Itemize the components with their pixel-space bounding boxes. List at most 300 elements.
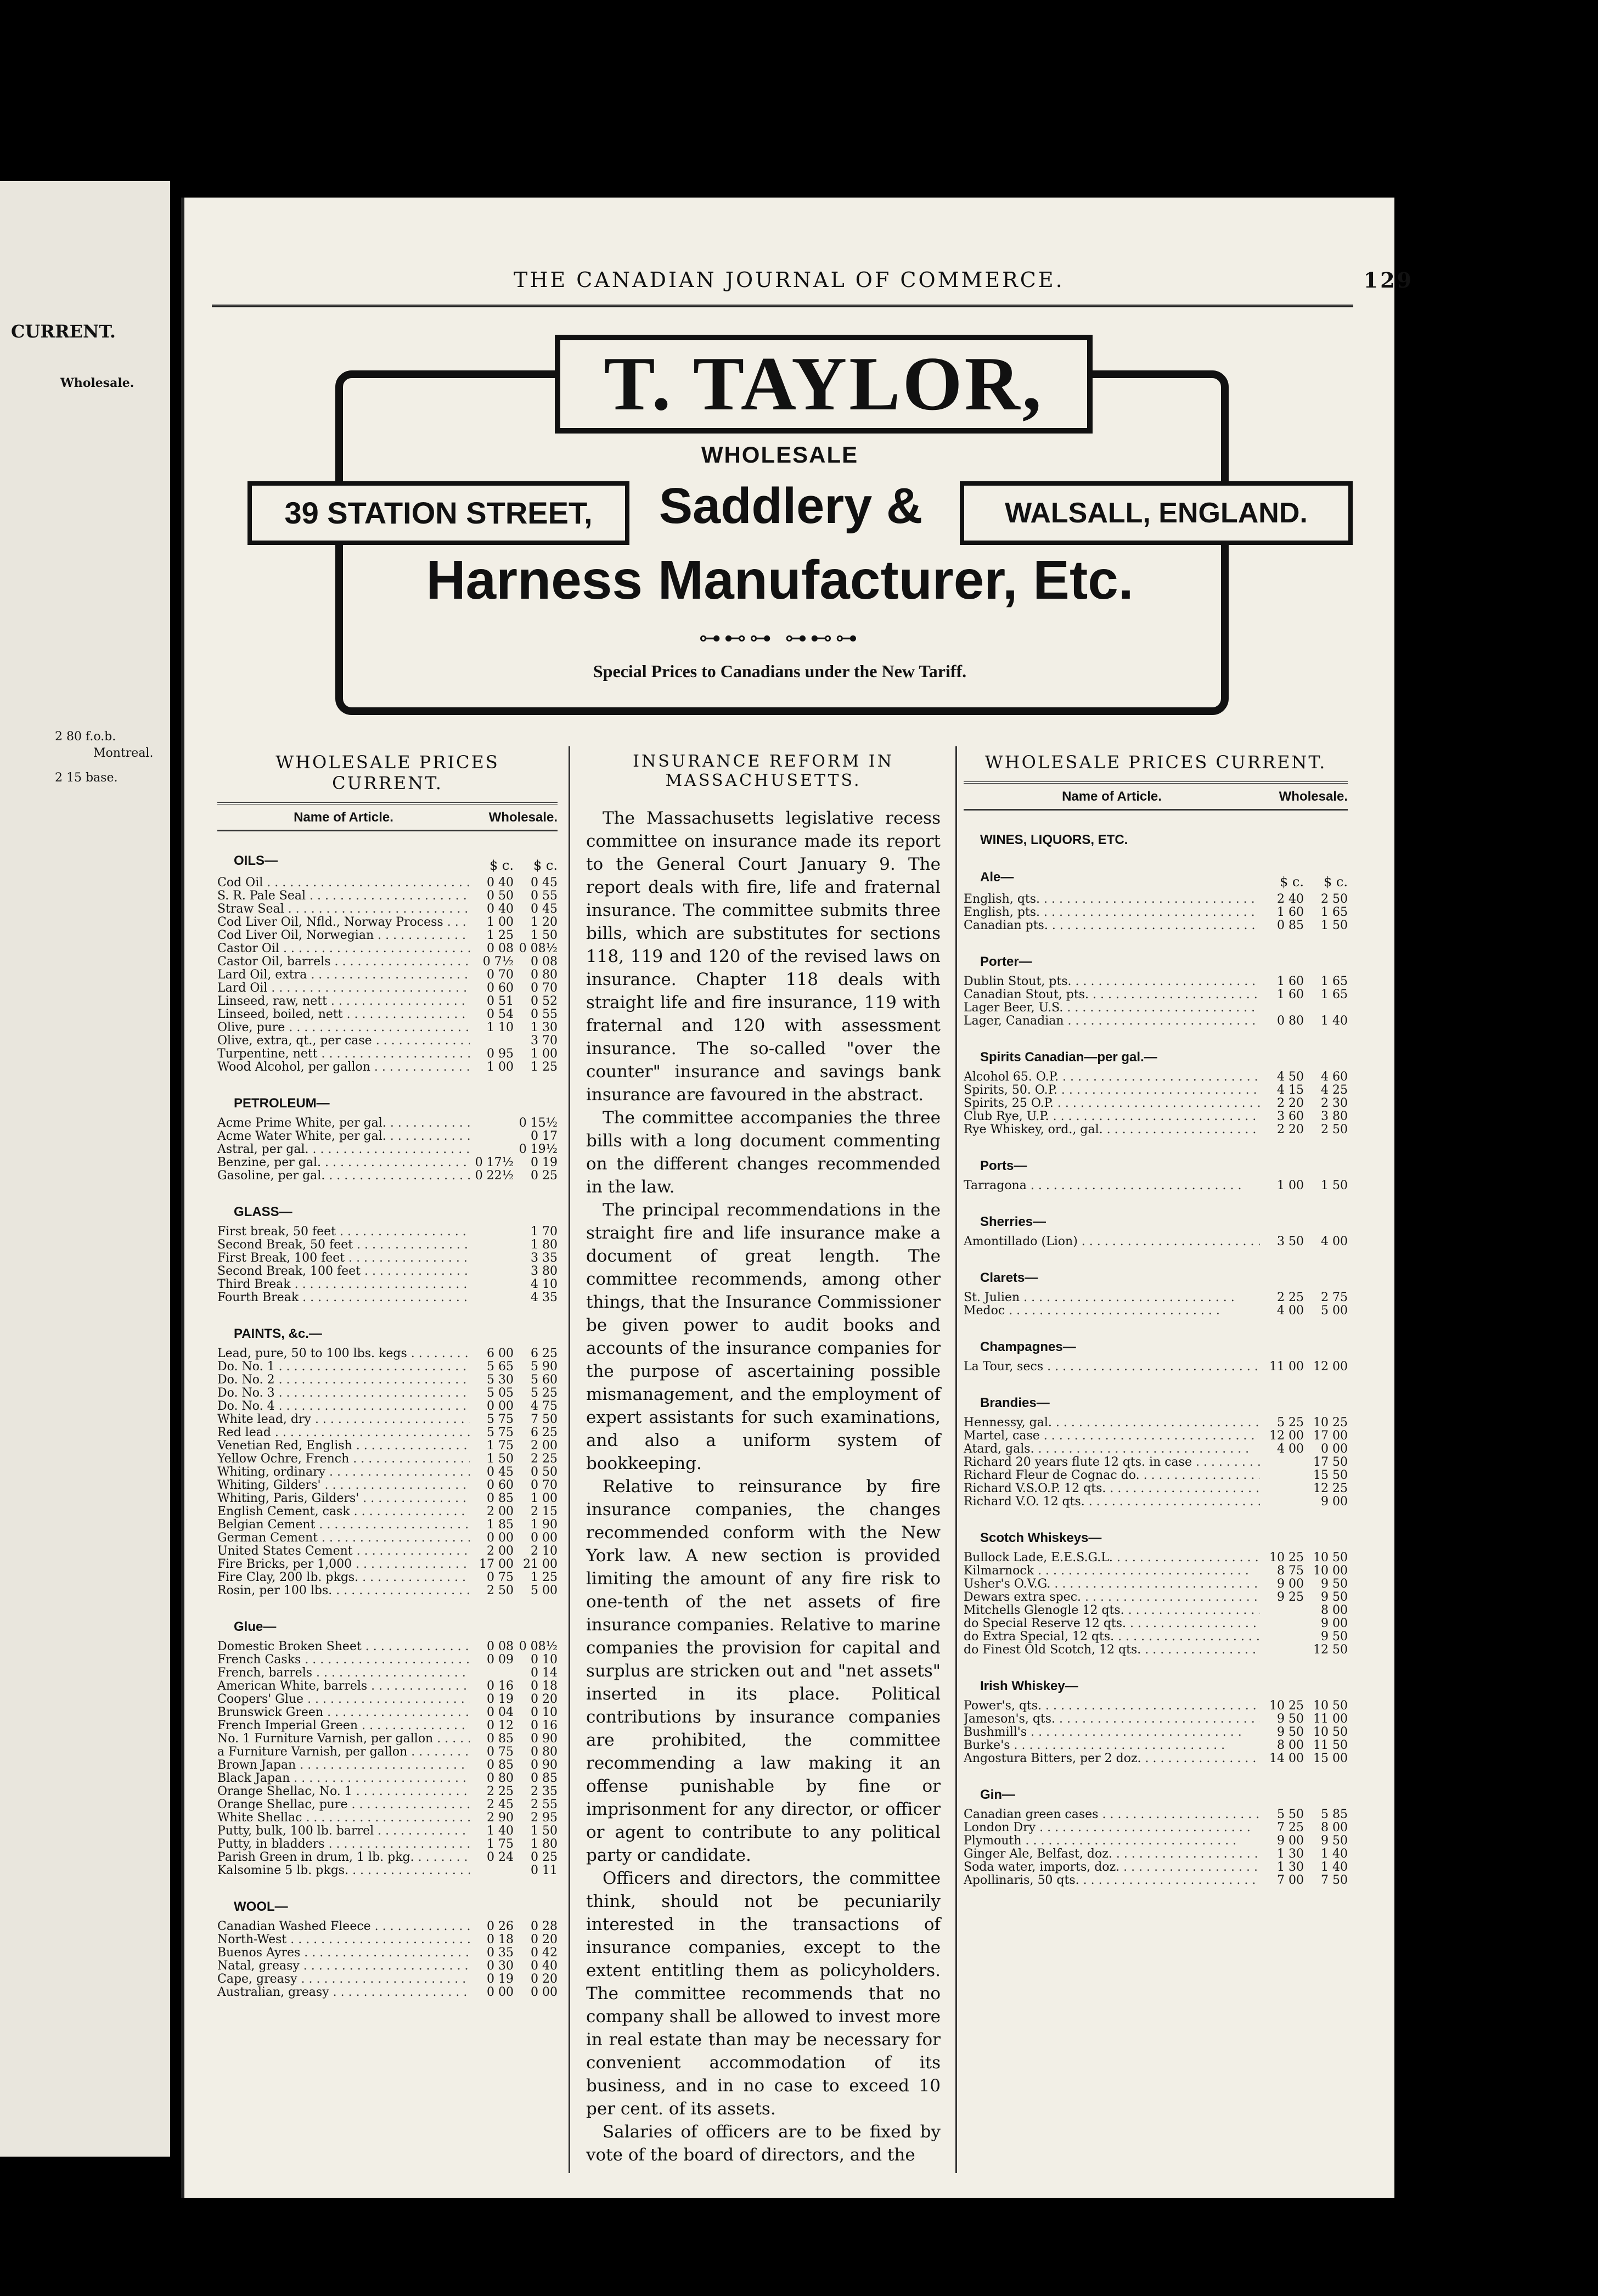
price-high: 10 25 [1313,1416,1348,1430]
article-name: Astral, per gal. . . . [217,1143,470,1156]
price-high: 2 50 [1321,892,1348,906]
article-name: Lead, pure, 50 to 100 lbs. kegs . . . [217,1347,470,1360]
price-high: 0 10 [531,1706,558,1719]
article-name: Whiting, ordinary . . . [217,1466,470,1479]
price-low [1260,1469,1304,1482]
price-low: 0 19 [487,1972,514,1986]
table-row [964,1360,1348,1374]
article-name: a Furniture Varnish, per gallon . . . [217,1746,470,1759]
article-name: Olive, pure . . . [217,1021,470,1034]
price-low: 0 09 [487,1653,514,1667]
price-low: 7 25 [1277,1821,1304,1834]
price-high: 12 50 [1313,1643,1348,1657]
price-high: 1 50 [1321,1179,1348,1192]
price-high: 2 30 [1321,1096,1348,1110]
price-low: 0 80 [487,1771,514,1785]
article-name: Richard 20 years flute 12 qts. in case . . . [964,1456,1260,1469]
price-high: 0 45 [531,902,558,916]
price-low: 0 12 [487,1719,514,1732]
price-low: 0 54 [487,1008,514,1021]
ad-trade-2: Harness Manufacturer, Etc. [426,549,1134,611]
price-high: 1 90 [531,1518,558,1532]
table-row [964,1726,1348,1739]
journal-page [181,198,1414,2198]
table-row [217,1973,558,1986]
table-row [964,1430,1348,1443]
article-name: United States Cement . . . [217,1545,470,1558]
column-heading: WHOLESALE PRICES CURRENT. [217,741,558,804]
table-row [964,1565,1348,1578]
price-high: 1 65 [1321,905,1348,919]
price-high: 2 95 [531,1811,558,1825]
price-high: 0 80 [531,968,558,982]
article-name: English, qts. . . . [964,893,1260,906]
price-low: 1 25 [487,928,514,942]
price-high: 0 70 [531,1478,558,1492]
price-high: 9 50 [1321,1577,1348,1591]
price-low [1260,1495,1304,1509]
price-high: 5 60 [531,1373,558,1387]
section-title: GLASS— [234,1205,292,1219]
table-row [217,1851,558,1864]
price-high: 0 17 [531,1129,558,1143]
price-high: 1 80 [531,1238,558,1252]
price-low: 2 20 [1277,1123,1304,1136]
price-low: 0 08 [487,942,514,955]
table-header [964,784,1348,811]
unit-label: $ c. [1324,874,1348,890]
table-row [217,1532,558,1545]
price-low [1260,1630,1304,1644]
table-row [964,1808,1348,1821]
price-low [1260,1456,1304,1469]
article-name: Linseed, raw, nett . . . [217,995,470,1008]
page-number: 129 [1363,268,1414,292]
table-row [217,1920,558,1933]
table-row [217,1518,558,1532]
table-row [217,1225,558,1239]
price-low: 2 90 [487,1811,514,1825]
article-name: Canadian pts. . . . [964,919,1260,932]
price-low: 4 50 [1277,1070,1304,1084]
table-row [217,1838,558,1851]
price-low: 0 45 [487,1465,514,1479]
article-paragraph: Relative to reinsurance by fire insurance companies, the changes recommended conform with the New York law. A new section is provided limiting the amount of any fire risk to one-tenth of the net assets of fire insurance companies. Relative to marine companies the provision for capital and surplus are stricken out and "net assets" inserted in its place. Political contributions by insurance companies are prohibited, the committee recommending a law making it an offense punishable by fine or imprisonment for any director, or officer or agent to contribute to any political party or candidate. [586,1477,941,1865]
article-name: English Cement, cask . . . [217,1505,470,1518]
article-name: Kilmarnock . . . [964,1565,1260,1578]
article-name: Dublin Stout, pts. . . . [964,975,1260,988]
article-name: Ginger Ale, Belfast, doz. . . . [964,1848,1260,1861]
price-high: 3 35 [531,1251,558,1265]
article-name: Jameson's, qts. . . . [964,1713,1260,1726]
price-high: 1 80 [531,1837,558,1851]
table-row [964,1097,1348,1110]
article-body [579,807,947,2166]
price-high: 1 50 [1321,919,1348,932]
article-name: Cod Oil . . . [217,876,470,890]
price-high: 7 50 [531,1413,558,1426]
article-name: German Cement . . . [217,1532,470,1545]
table-row [217,1864,558,1877]
left-page-fragment-3: 2 15 base. [55,771,118,785]
section-title: Scotch Whiskeys— [980,1530,1102,1545]
price-high: 4 00 [1321,1235,1348,1248]
article-name: Coopers' Glue . . . [217,1693,470,1706]
article-name: Canadian green cases . . . [964,1808,1260,1821]
price-low: 0 85 [487,1758,514,1772]
price-high: 6 25 [531,1347,558,1360]
table-row [217,1719,558,1732]
unit-label: $ c. [489,858,514,873]
price-low: 4 15 [1277,1083,1304,1097]
article-name: S. R. Pale Seal . . . [217,890,470,903]
price-low: 0 00 [487,1985,514,1999]
price-low: 5 05 [487,1386,514,1400]
article-name: Cod Liver Oil, Norwegian . . . [217,929,470,942]
article-name: Richard Fleur de Cognac do. . . . [964,1469,1260,1482]
article-name: Do. No. 2 . . . [217,1374,470,1387]
price-low: 0 00 [487,1399,514,1413]
price-high: 8 00 [1321,1821,1348,1834]
table-row [217,1278,558,1291]
table-row [217,1143,558,1156]
price-high: 15 00 [1313,1752,1348,1765]
price-high: 1 00 [531,1492,558,1505]
article-name: Acme Water White, per gal. . . . [217,1130,470,1143]
price-low: 0 7½ [482,955,514,969]
article-name: First break, 50 feet . . . [217,1225,470,1239]
section-title: Porter— [980,954,1032,969]
table-row [217,1291,558,1304]
price-high: 17 00 [1313,1429,1348,1443]
price-high: 1 30 [531,1021,558,1034]
article-name: Wood Alcohol, per gallon . . . [217,1061,470,1074]
price-low [470,1117,514,1130]
article-name: French, barrels . . . [217,1667,470,1680]
wholesale-label: Wholesale. [1279,789,1348,804]
section-title: OILS— [234,853,278,868]
article-name: Apollinaris, 50 qts. . . . [964,1874,1260,1887]
price-low: 9 25 [1277,1590,1304,1604]
section-title: Brandies— [980,1395,1050,1410]
price-high: 1 20 [531,915,558,929]
article-name: Australian, greasy . . . [217,1986,470,1999]
price-high: 9 00 [1321,1617,1348,1630]
table-row [964,1071,1348,1084]
article-name: London Dry . . . [964,1821,1260,1834]
price-low: 1 60 [1277,988,1304,1001]
table-row [217,1374,558,1387]
price-low: 7 00 [1277,1873,1304,1887]
price-low: 0 51 [487,994,514,1008]
article-name: Power's, qts. . . . [964,1700,1260,1713]
article-name: Martel, case . . . [964,1430,1260,1443]
price-high: 2 55 [531,1798,558,1811]
article-name: Third Break . . . [217,1278,470,1291]
table-row [217,1571,558,1584]
price-high: 0 19½ [519,1143,558,1156]
price-high: 1 65 [1321,988,1348,1001]
price-low: 0 08 [487,1640,514,1653]
price-low: 2 00 [487,1544,514,1558]
price-low [1260,1617,1304,1630]
price-low: 0 30 [487,1959,514,1973]
price-high: 5 00 [531,1584,558,1597]
left-page-subheading: Wholesale. [60,376,134,390]
table-row [217,1492,558,1505]
price-high: 0 20 [531,1933,558,1946]
table-row [964,1834,1348,1848]
price-low: 6 00 [487,1347,514,1360]
price-high: 0 50 [531,1465,558,1479]
article-name: Venetian Red, English . . . [217,1439,470,1453]
table-row [964,1291,1348,1304]
table-row [217,1466,558,1479]
table-row [217,1048,558,1061]
table-row [964,1874,1348,1887]
prices-column-1 [217,741,558,1999]
article-name: Spirits, 50. O.P. . . . [964,1084,1260,1097]
price-high: 1 50 [531,1824,558,1838]
price-high: 5 00 [1321,1304,1348,1318]
section-title: PAINTS, &c.— [234,1326,322,1341]
column-divider [569,746,570,2173]
price-high: 0 85 [531,1771,558,1785]
price-low: 0 16 [487,1679,514,1693]
article-name: Benzine, per gal. . . . [217,1156,470,1169]
ad-special: Special Prices to Canadians under the New Tariff. [593,661,967,681]
price-low: 0 18 [487,1933,514,1946]
price-high: 10 50 [1313,1725,1348,1739]
table-row [964,1001,1348,1015]
price-low: 0 75 [487,1571,514,1584]
price-low: 1 00 [487,915,514,929]
table-row [217,1680,558,1693]
price-low: 0 00 [487,1531,514,1545]
article-name: White lead, dry . . . [217,1413,470,1426]
table-row [217,1798,558,1811]
category-title: WINES, LIQUORS, ETC. [980,832,1128,847]
price-low [1260,1482,1304,1495]
section-title: Gin— [980,1787,1015,1802]
article-name: Whiting, Gilders' . . . [217,1479,470,1492]
article-name: Rye Whiskey, ord., gal. . . . [964,1123,1260,1136]
price-low: 8 75 [1277,1564,1304,1578]
article-name: Castor Oil, barrels . . . [217,955,470,969]
table-row [217,1960,558,1973]
table-row [964,988,1348,1001]
price-low: 1 00 [1277,1179,1304,1192]
price-high: 5 85 [1321,1808,1348,1821]
price-low: 1 60 [1277,905,1304,919]
ad-town: WALSALL, ENGLAND. [960,481,1353,545]
table-row [217,1693,558,1706]
price-high: 9 50 [1321,1630,1348,1644]
price-low [470,1864,514,1877]
price-low [470,1667,514,1680]
table-row [217,916,558,929]
table-row [964,1495,1348,1509]
article-paragraph: The principal recommendations in the straight fire and life insurance make a document of great length. The committee recommends, among other things, that the Insurance Commissioner be given power to audit books and accounts of the insurance companies for the purpose of ascertaining possible mismanagement, and the employment of expert assistants for such examinations, and also a uniform system of bookkeeping. [586,1200,941,1473]
price-low: 3 60 [1277,1110,1304,1123]
table-row [964,1482,1348,1495]
price-high: 0 18 [531,1679,558,1693]
price-high: 0 11 [531,1864,558,1877]
table-row [964,906,1348,919]
price-low [470,1143,514,1156]
table-row [964,1700,1348,1713]
table-row [964,919,1348,932]
article-name: French Casks . . . [217,1653,470,1667]
table-row [964,975,1348,988]
price-low: 3 50 [1277,1235,1304,1248]
table-row [964,1604,1348,1617]
price-low: 5 65 [487,1360,514,1374]
table-row [217,1785,558,1798]
article-name: Brunswick Green . . . [217,1706,470,1719]
table-row [217,1825,558,1838]
price-high: 7 50 [1321,1873,1348,1887]
section-title: Irish Whiskey— [980,1679,1078,1693]
price-low: 14 00 [1269,1752,1304,1765]
price-low: 11 00 [1269,1360,1304,1374]
column-divider [955,746,957,2173]
price-high: 1 70 [531,1225,558,1239]
article-name: Medoc . . . [964,1304,1260,1318]
section-title: Spirits Canadian—per gal.— [980,1050,1157,1065]
table-row [217,1759,558,1772]
article-name: Black Japan . . . [217,1772,470,1785]
table-row [217,1505,558,1518]
article-name: Castor Oil . . . [217,942,470,955]
article-name: do Special Reserve 12 qts. . . . [964,1617,1260,1630]
table-row [217,1545,558,1558]
price-low: 0 40 [487,902,514,916]
article-name: American White, barrels . . . [217,1680,470,1693]
price-low: 4 00 [1277,1442,1304,1456]
section-title: Ale— [980,870,1014,885]
price-low [470,1278,514,1291]
price-low: 17 00 [479,1557,514,1571]
header-rule [212,305,1353,307]
price-low: 1 75 [487,1439,514,1453]
article-name: Parish Green in drum, 1 lb. pkg. . . . [217,1851,470,1864]
table-row [964,1443,1348,1456]
article-name: Do. No. 3 . . . [217,1387,470,1400]
price-low: 2 50 [487,1584,514,1597]
article-name: Hennessy, gal. . . . [964,1416,1260,1430]
article-name: Canadian Washed Fleece . . . [217,1920,470,1933]
price-low: 1 30 [1277,1860,1304,1874]
article-name: Richard V.S.O.P. 12 qts. . . . [964,1482,1260,1495]
price-low: 9 00 [1277,1577,1304,1591]
price-high: 9 50 [1321,1590,1348,1604]
article-name: Club Rye, U.P. . . . [964,1110,1260,1123]
table-row [964,1861,1348,1874]
name-label: Name of Article. [1062,789,1162,804]
article-name: Fire Bricks, per 1,000 . . . [217,1558,470,1571]
units-row [964,874,1348,890]
article-name: Bushmill's . . . [964,1726,1260,1739]
article-name: Atard, gals. . . . [964,1443,1260,1456]
article-name: Richard V.O. 12 qts. . . . [964,1495,1260,1509]
table-row [964,1644,1348,1657]
price-low: 1 50 [487,1452,514,1466]
table-row [217,1479,558,1492]
price-low: 0 19 [487,1692,514,1706]
article-name: Lager Beer, U.S. . . . [964,1001,1260,1015]
article-name: Yellow Ochre, French . . . [217,1453,470,1466]
table-row [217,1986,558,1999]
price-low: 5 30 [487,1373,514,1387]
table-row [217,1117,558,1130]
article-name: Orange Shellac, No. 1 . . . [217,1785,470,1798]
price-low [470,1252,514,1265]
article-name: Alcohol 65. O.P. . . . [964,1071,1260,1084]
article-name: Putty, bulk, 100 lb. barrel . . . [217,1825,470,1838]
price-high: 0 20 [531,1972,558,1986]
price-low: 1 85 [487,1518,514,1532]
article-name: Cod Liver Oil, Nfld., Norway Process . . . [217,916,470,929]
journal-title: THE CANADIAN JOURNAL OF COMMERCE. [514,268,1065,292]
price-high: 2 25 [531,1452,558,1466]
price-high: 5 25 [531,1386,558,1400]
price-high: 10 50 [1313,1699,1348,1713]
price-high: 0 90 [531,1732,558,1746]
article-paragraph: The Massachusetts legislative recess committee on insurance made its report to the General Court January 9. The report deals with fire, life and fraternal insurance. The committee submits three bills, which are substitutes for sections 118, 119 and 120 of the revised laws on insurance. Chapter 118 deals with straight life and fire insurance, 119 with fraternal and 120 with assessment insurance. The so-called "over the counter" insurance and savings bank insurance are favoured in the abstract. [586,808,941,1105]
table-row [217,1439,558,1453]
price-low: 8 00 [1277,1738,1304,1752]
article-name: Whiting, Paris, Gilders' . . . [217,1492,470,1505]
article-column [579,741,947,2166]
price-high: 1 50 [531,928,558,942]
table-row [964,1123,1348,1136]
table-row [217,929,558,942]
price-low: 1 40 [487,1824,514,1838]
price-low: 0 24 [487,1850,514,1864]
article-name: Red lead . . . [217,1426,470,1439]
price-low: 5 75 [487,1426,514,1439]
price-high: 1 40 [1321,1860,1348,1874]
price-high: 0 00 [1321,1442,1348,1456]
table-row [217,1667,558,1680]
table-row [217,1453,558,1466]
article-name: Soda water, imports, doz. . . . [964,1861,1260,1874]
left-page-fragment-1: 2 80 f.o.b. [55,730,116,744]
section-title: Glue— [234,1619,277,1634]
article-name: do Finest Old Scotch, 12 qts. . . . [964,1644,1260,1657]
price-high: 0 52 [531,994,558,1008]
price-high: 10 00 [1313,1564,1348,1578]
price-high: 0 42 [531,1946,558,1960]
price-high: 0 25 [531,1169,558,1183]
table-row [217,1640,558,1653]
table-row [964,1591,1348,1604]
section-title: Ports— [980,1158,1027,1173]
price-high: 3 80 [1321,1110,1348,1123]
article-name: Do. No. 4 . . . [217,1400,470,1413]
table-row [217,1653,558,1667]
price-high: 9 00 [1321,1495,1348,1509]
price-low: 10 25 [1269,1699,1304,1713]
article-name: Lard Oil . . . [217,982,470,995]
table-row [964,1630,1348,1644]
price-table [217,853,558,1999]
wholesale-label: Wholesale. [488,810,558,825]
price-high: 12 00 [1313,1360,1348,1374]
price-high: 0 10 [531,1653,558,1667]
price-high: 15 50 [1313,1468,1348,1482]
